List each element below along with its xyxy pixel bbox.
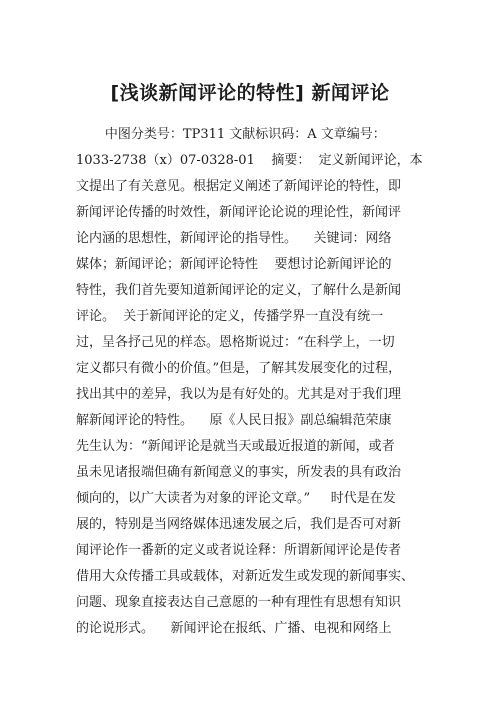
- body-line: 定义都只有微小的价值。”但是，了解其发展变化的过程，: [76, 361, 402, 376]
- body-line: 过，呈各抒己见的样态。恩格斯说过：“在科学上，一切: [76, 335, 395, 350]
- body-line: 问题、现象直接表达自己意愿的一种有理性有思想有知识: [76, 595, 402, 610]
- body-line: 的论说形式。 新闻评论在报纸、广播、电视和网络上: [76, 621, 392, 636]
- body-line: 倾向的，以广大读者为对象的评论文章。” 时代是在发: [76, 491, 396, 506]
- body-line: 评论。 关于新闻评论的定义，传播学界一直没有统一: [76, 309, 384, 324]
- body-line: 借用大众传播工具或载体，对新近发生或发现的新闻事实、: [76, 569, 415, 584]
- body-line: 解新闻评论的特性。 原《人民日报》副总编辑范荣康: [76, 413, 392, 428]
- body-line: 虽未见诸报端但确有新闻意义的事实，所发表的具有政治: [76, 465, 402, 480]
- body-line: 新闻评论传播的时效性，新闻评论论说的理论性，新闻评: [76, 205, 402, 220]
- body-line: 媒体；新闻评论；新闻评论特性 要想讨论新闻评论的: [76, 257, 392, 272]
- body-line: 展的，特别是当网络媒体迅速发展之后，我们是否可对新: [76, 517, 402, 532]
- body-line: 特性，我们首先要知道新闻评论的定义，了解什么是新闻: [76, 283, 402, 298]
- document-title: [浅谈新闻评论的特性] 新闻评论: [110, 82, 390, 104]
- body-line: 闻评论作一番新的定义或者说诠释：所谓新闻评论是传者: [76, 543, 402, 558]
- body-line: 文提出了有关意见。根据定义阐述了新闻评论的特性，即: [76, 179, 402, 194]
- body-line: 中图分类号：TP311 文献标识码：A 文章编号：: [76, 127, 386, 142]
- body-line: 论内涵的思想性，新闻评论的指导性。 关键词：网络: [76, 231, 392, 246]
- document-body: [76, 122, 428, 642]
- body-line: 找出其中的差异，我以为是有好处的。尤其是对于我们理: [76, 387, 402, 402]
- body-line: 先生认为：“新闻评论是就当天或最近报道的新闻，或者: [76, 439, 395, 454]
- body-line: 1033-2738（x）07-0328-01 摘要： 定义新闻评论，本: [76, 153, 423, 168]
